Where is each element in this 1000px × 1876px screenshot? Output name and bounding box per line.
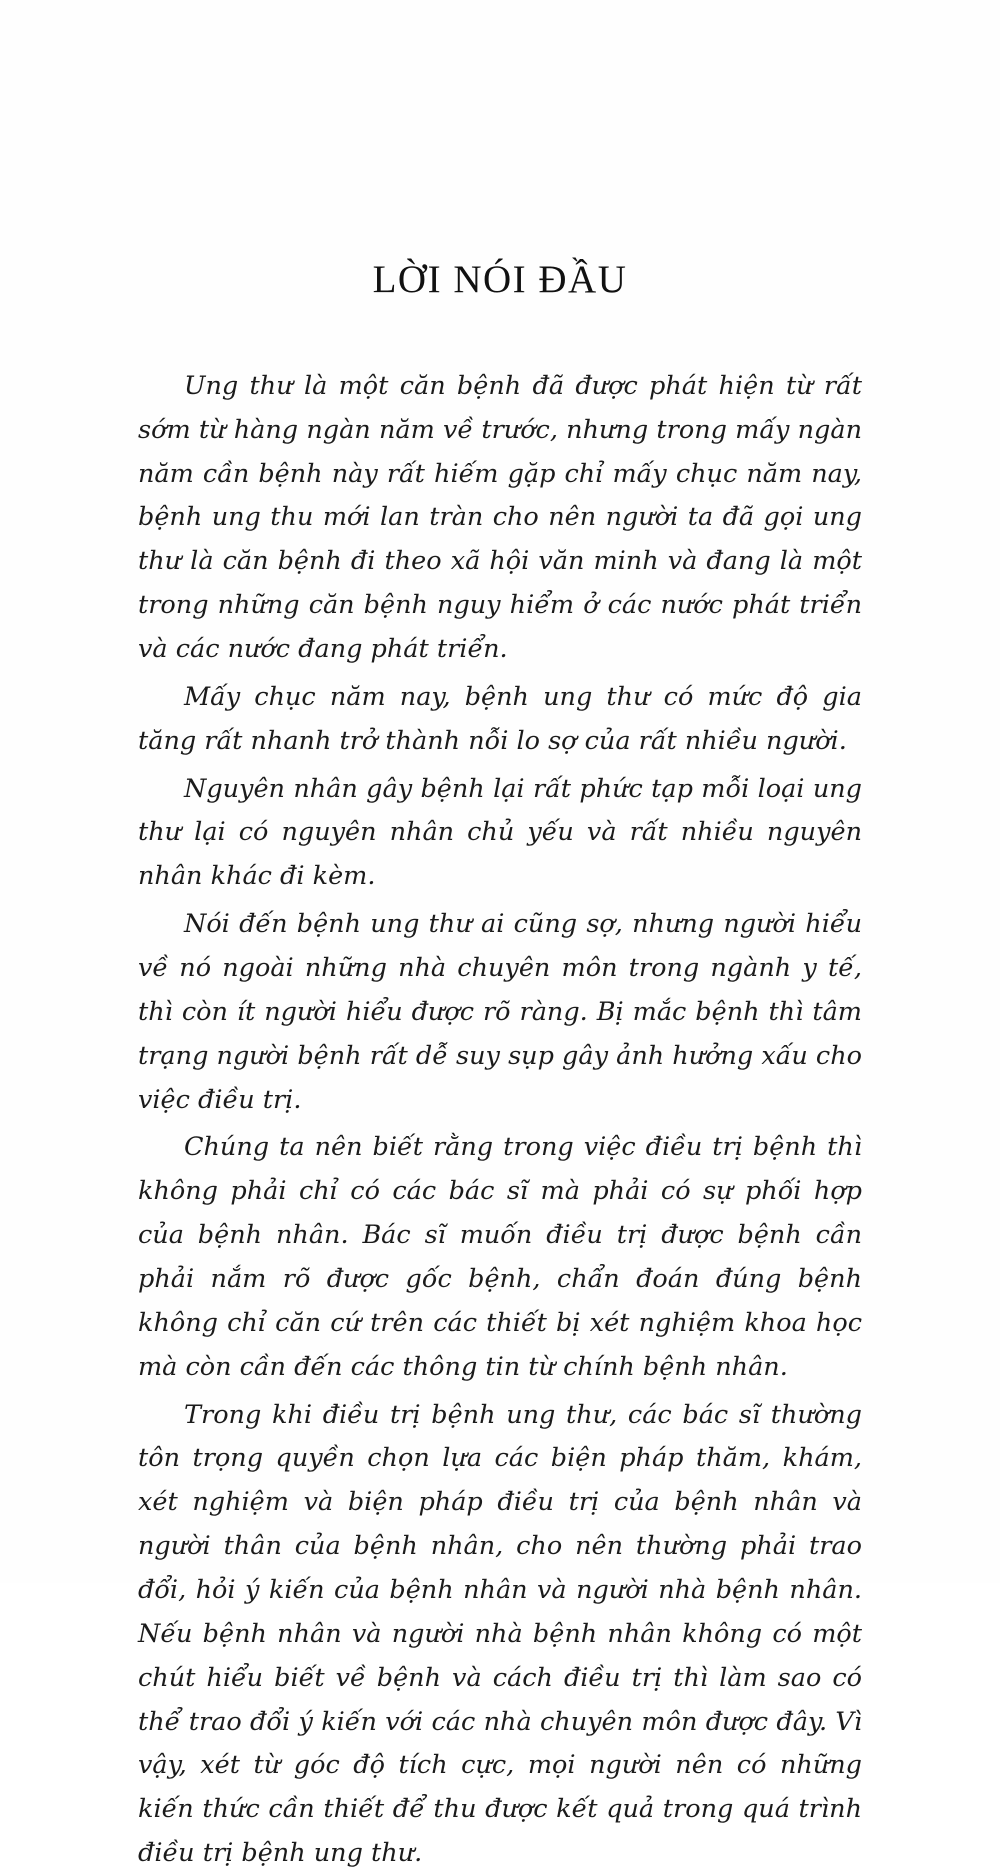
- body-paragraph: Nói đến bệnh ung thư ai cũng sợ, nhưng người hiểu về nó ngoài những nhà chuyên môn trong ngành y tế, thì còn ít người hiểu được rõ ràng. Bị mắc bệnh thì tâm trạng người bệnh rất dễ suy sụp gây ảnh hưởng xấu cho việc điều trị.: [138, 909, 862, 1115]
- body-paragraph: Nguyên nhân gây bệnh lại rất phức tạp mỗi loại ung thư lại có nguyên nhân chủ yếu và rất nhiều nguyên nhân khác đi kèm.: [138, 773, 862, 892]
- body-paragraph: Trong khi điều trị bệnh ung thư, các bác sĩ thường tôn trọng quyền chọn lựa các biện pháp thăm, khám, xét nghiệm và biện pháp điều trị của bệnh nhân và người thân của bệnh nhân, cho nên thường phải trao đổi, hỏi ý kiến của bệnh nhân và người nhà bệnh nhân. Nếu bệnh nhân và người nhà bệnh nhân không có một chút hiểu biết về bệnh và cách điều trị thì làm sao có thể trao đổi ý kiến với các nhà chuyên môn được đây. Vì vậy, xét từ góc độ tích cực, mọi người nên có những kiến thức cần thiết để thu được kết quả trong quá trình điều trị bệnh ung thư.: [138, 1399, 862, 1869]
- page-content: [138, 258, 862, 1876]
- body-paragraph: Ung thư là một căn bệnh đã được phát hiện từ rất sớm từ hàng ngàn năm về trước, nhưng trong mấy ngàn năm cần bệnh này rất hiếm gặp chỉ mấy chục năm nay, bệnh ung thu mới lan tràn cho nên người ta đã gọi ung thư là căn bệnh đi theo xã hội văn minh và đang là một trong những căn bệnh nguy hiểm ở các nước phát triển và các nước đang phát triển.: [138, 370, 862, 664]
- body-paragraph: Chúng ta nên biết rằng trong việc điều trị bệnh thì không phải chỉ có các bác sĩ mà phải có sự phối hợp của bệnh nhân. Bác sĩ muốn điều trị được bệnh cần phải nắm rõ được gốc bệnh, chẩn đoán đúng bệnh không chỉ căn cứ trên các thiết bị xét nghiệm khoa học mà còn cần đến các thông tin từ chính bệnh nhân.: [138, 1132, 862, 1382]
- page-title: LỜI NÓI ĐẦU: [372, 258, 628, 301]
- body-paragraph: Mấy chục năm nay, bệnh ung thư có mức độ gia tăng rất nhanh trở thành nỗi lo sợ của rất nhiều người.: [138, 681, 862, 756]
